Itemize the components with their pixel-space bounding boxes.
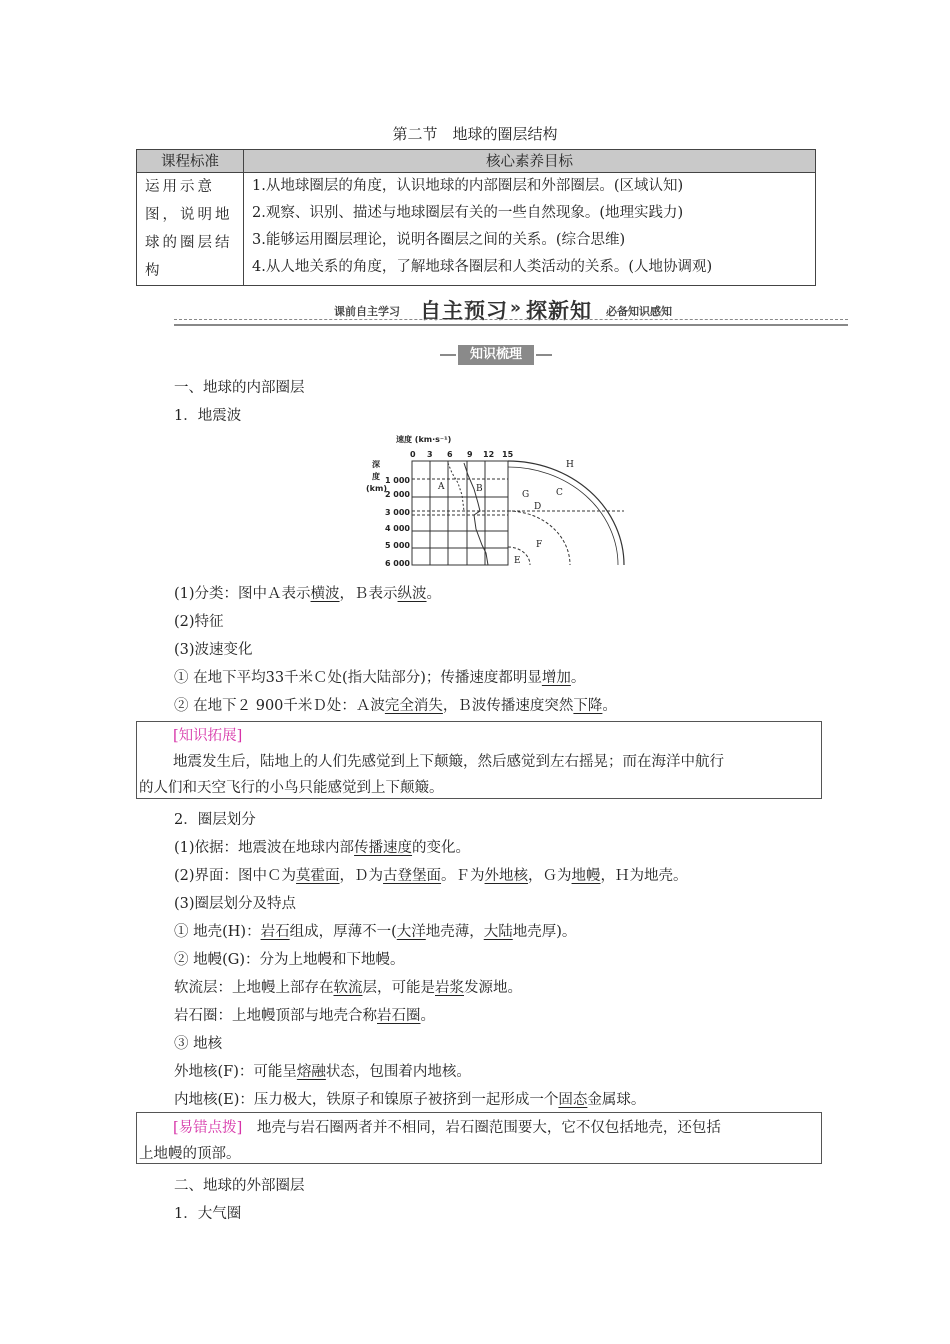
svg-text:1 000: 1 000: [384, 476, 410, 485]
goal-item: 2.观察、识别、描述与地球圈层有关的一些自然现象。(地理实践力): [252, 205, 684, 221]
svg-text:12: 12: [483, 450, 495, 459]
label-e: E: [514, 556, 521, 566]
basis-line: (1)依据：地震波在地球内部传播速度的变化。: [174, 840, 471, 856]
standard-cell: 运用示意 图，说明地 球的圈层结 构: [137, 173, 244, 286]
svg-text:3: 3: [427, 450, 433, 459]
note-tag: [易错点拨]: [173, 1120, 243, 1136]
curriculum-table: [136, 149, 816, 286]
d-point-line: ② 在地下２ 900千米Ｄ处：Ａ波完全消失，Ｂ波传播速度突然下降。: [174, 698, 617, 714]
inner-core-line: 内地核(E)：压力极大，铁原子和镍原子被挤到一起形成一个固态金属球。: [174, 1092, 646, 1108]
classification-line: (1)分类：图中Ａ表示横波，Ｂ表示纵波。: [174, 586, 442, 602]
svg-text:深: 深: [372, 460, 380, 469]
feature-line: (2)特征: [174, 614, 224, 630]
knowledge-extension-note: [知识拓展] 地震发生后，陆地上的人们先感觉到上下颠簸，然后感觉到左右摇晃；而在海洋中航行 的人们和天空飞行的小鸟只能感觉到上下颠簸。: [136, 721, 822, 799]
label-d: D: [534, 502, 542, 512]
svg-text:0: 0: [410, 450, 416, 459]
heading-atmosphere: 1．大气圈: [174, 1206, 242, 1222]
division-line: (3)圈层划分及特点: [174, 896, 297, 912]
goal-item: 4.从人地关系的角度，了解地球各圈层和人类活动的关系。(人地协调观): [252, 259, 713, 275]
heading-layers: 2．圈层划分: [174, 812, 256, 828]
outer-core-line: 外地核(F)：可能呈熔融状态，包围着内地核。: [174, 1064, 471, 1080]
c-point-line: ① 在地下平均33千米Ｃ处(指大陆部分)；传播速度都明显增加。: [174, 670, 586, 686]
depth-axis-label: [366, 459, 387, 493]
goal-item: 3.能够运用圈层理论，说明各圈层之间的关系。(综合思维): [252, 232, 626, 248]
table-header-goals: 核心素养目标: [244, 150, 816, 173]
lithosphere-line: 岩石圈：上地幔顶部与地壳合称岩石圈。: [174, 1008, 435, 1024]
goal-item: 1.从地球圈层的角度，认识地球的内部圈层和外部圈层。(区域认知): [252, 178, 684, 194]
wave-a-curve: [448, 463, 464, 511]
speed-ticks: [410, 450, 514, 459]
error-tip-note: [易错点拨] 地壳与岩石圈两者并不相同，岩石圈范围要大，它不仅包括地壳，还包括 上地幔的顶部。: [136, 1112, 822, 1164]
svg-text:5 000: 5 000: [384, 541, 410, 550]
svg-text:度: 度: [372, 472, 380, 481]
asthenosphere-line: 软流层：上地幔上部存在软流层，可能是岩浆发源地。: [174, 980, 522, 996]
mantle-line: ② 地幔(G)：分为上地幔和下地幔。: [174, 952, 405, 968]
svg-text:2 000: 2 000: [384, 490, 410, 499]
label-c: C: [556, 488, 563, 498]
heading-seismic: 1．地震波: [174, 408, 242, 424]
label-g: G: [522, 490, 530, 500]
label-h: H: [566, 460, 574, 470]
core-line: ③ 地核: [174, 1036, 223, 1052]
knowledge-pill: 知识梳理: [440, 345, 552, 365]
arrow-icon: »: [510, 298, 522, 318]
interface-line: (2)界面：图中Ｃ为莫霍面，Ｄ为古登堡面。Ｆ为外地核，Ｇ为地幔，Ｈ为地壳。: [174, 868, 688, 884]
label-f: F: [536, 540, 543, 550]
speed-axis-label: 速度 (km·s⁻¹): [396, 435, 452, 444]
page-title: 第二节 地球的圈层结构: [392, 125, 558, 143]
section-banner: 课前自主学习 自主预习 » 探新知 必备知识感知: [174, 297, 848, 327]
seismic-wave-diagram: [364, 433, 628, 573]
svg-text:4 000: 4 000: [384, 524, 410, 533]
note-tag: [知识拓展]: [173, 728, 243, 744]
label-b: B: [476, 484, 483, 494]
goals-cell: [244, 173, 816, 286]
svg-text:(km): (km): [366, 484, 387, 493]
svg-text:6: 6: [447, 450, 453, 459]
svg-text:3 000: 3 000: [384, 508, 410, 517]
speed-change-line: (3)波速变化: [174, 642, 253, 658]
svg-text:9: 9: [467, 450, 473, 459]
wave-b-curve: [464, 463, 488, 565]
svg-text:15: 15: [502, 450, 514, 459]
depth-ticks: [385, 476, 410, 568]
heading-external: 二、地球的外部圈层: [174, 1178, 305, 1194]
label-a: A: [438, 482, 445, 492]
table-header-standard: 课程标准: [137, 150, 244, 173]
crust-line: ① 地壳(H)：岩石组成，厚薄不一(大洋地壳薄，大陆地壳厚)。: [174, 924, 577, 940]
svg-text:6 000: 6 000: [384, 559, 410, 568]
heading-internal: 一、地球的内部圈层: [174, 380, 305, 396]
